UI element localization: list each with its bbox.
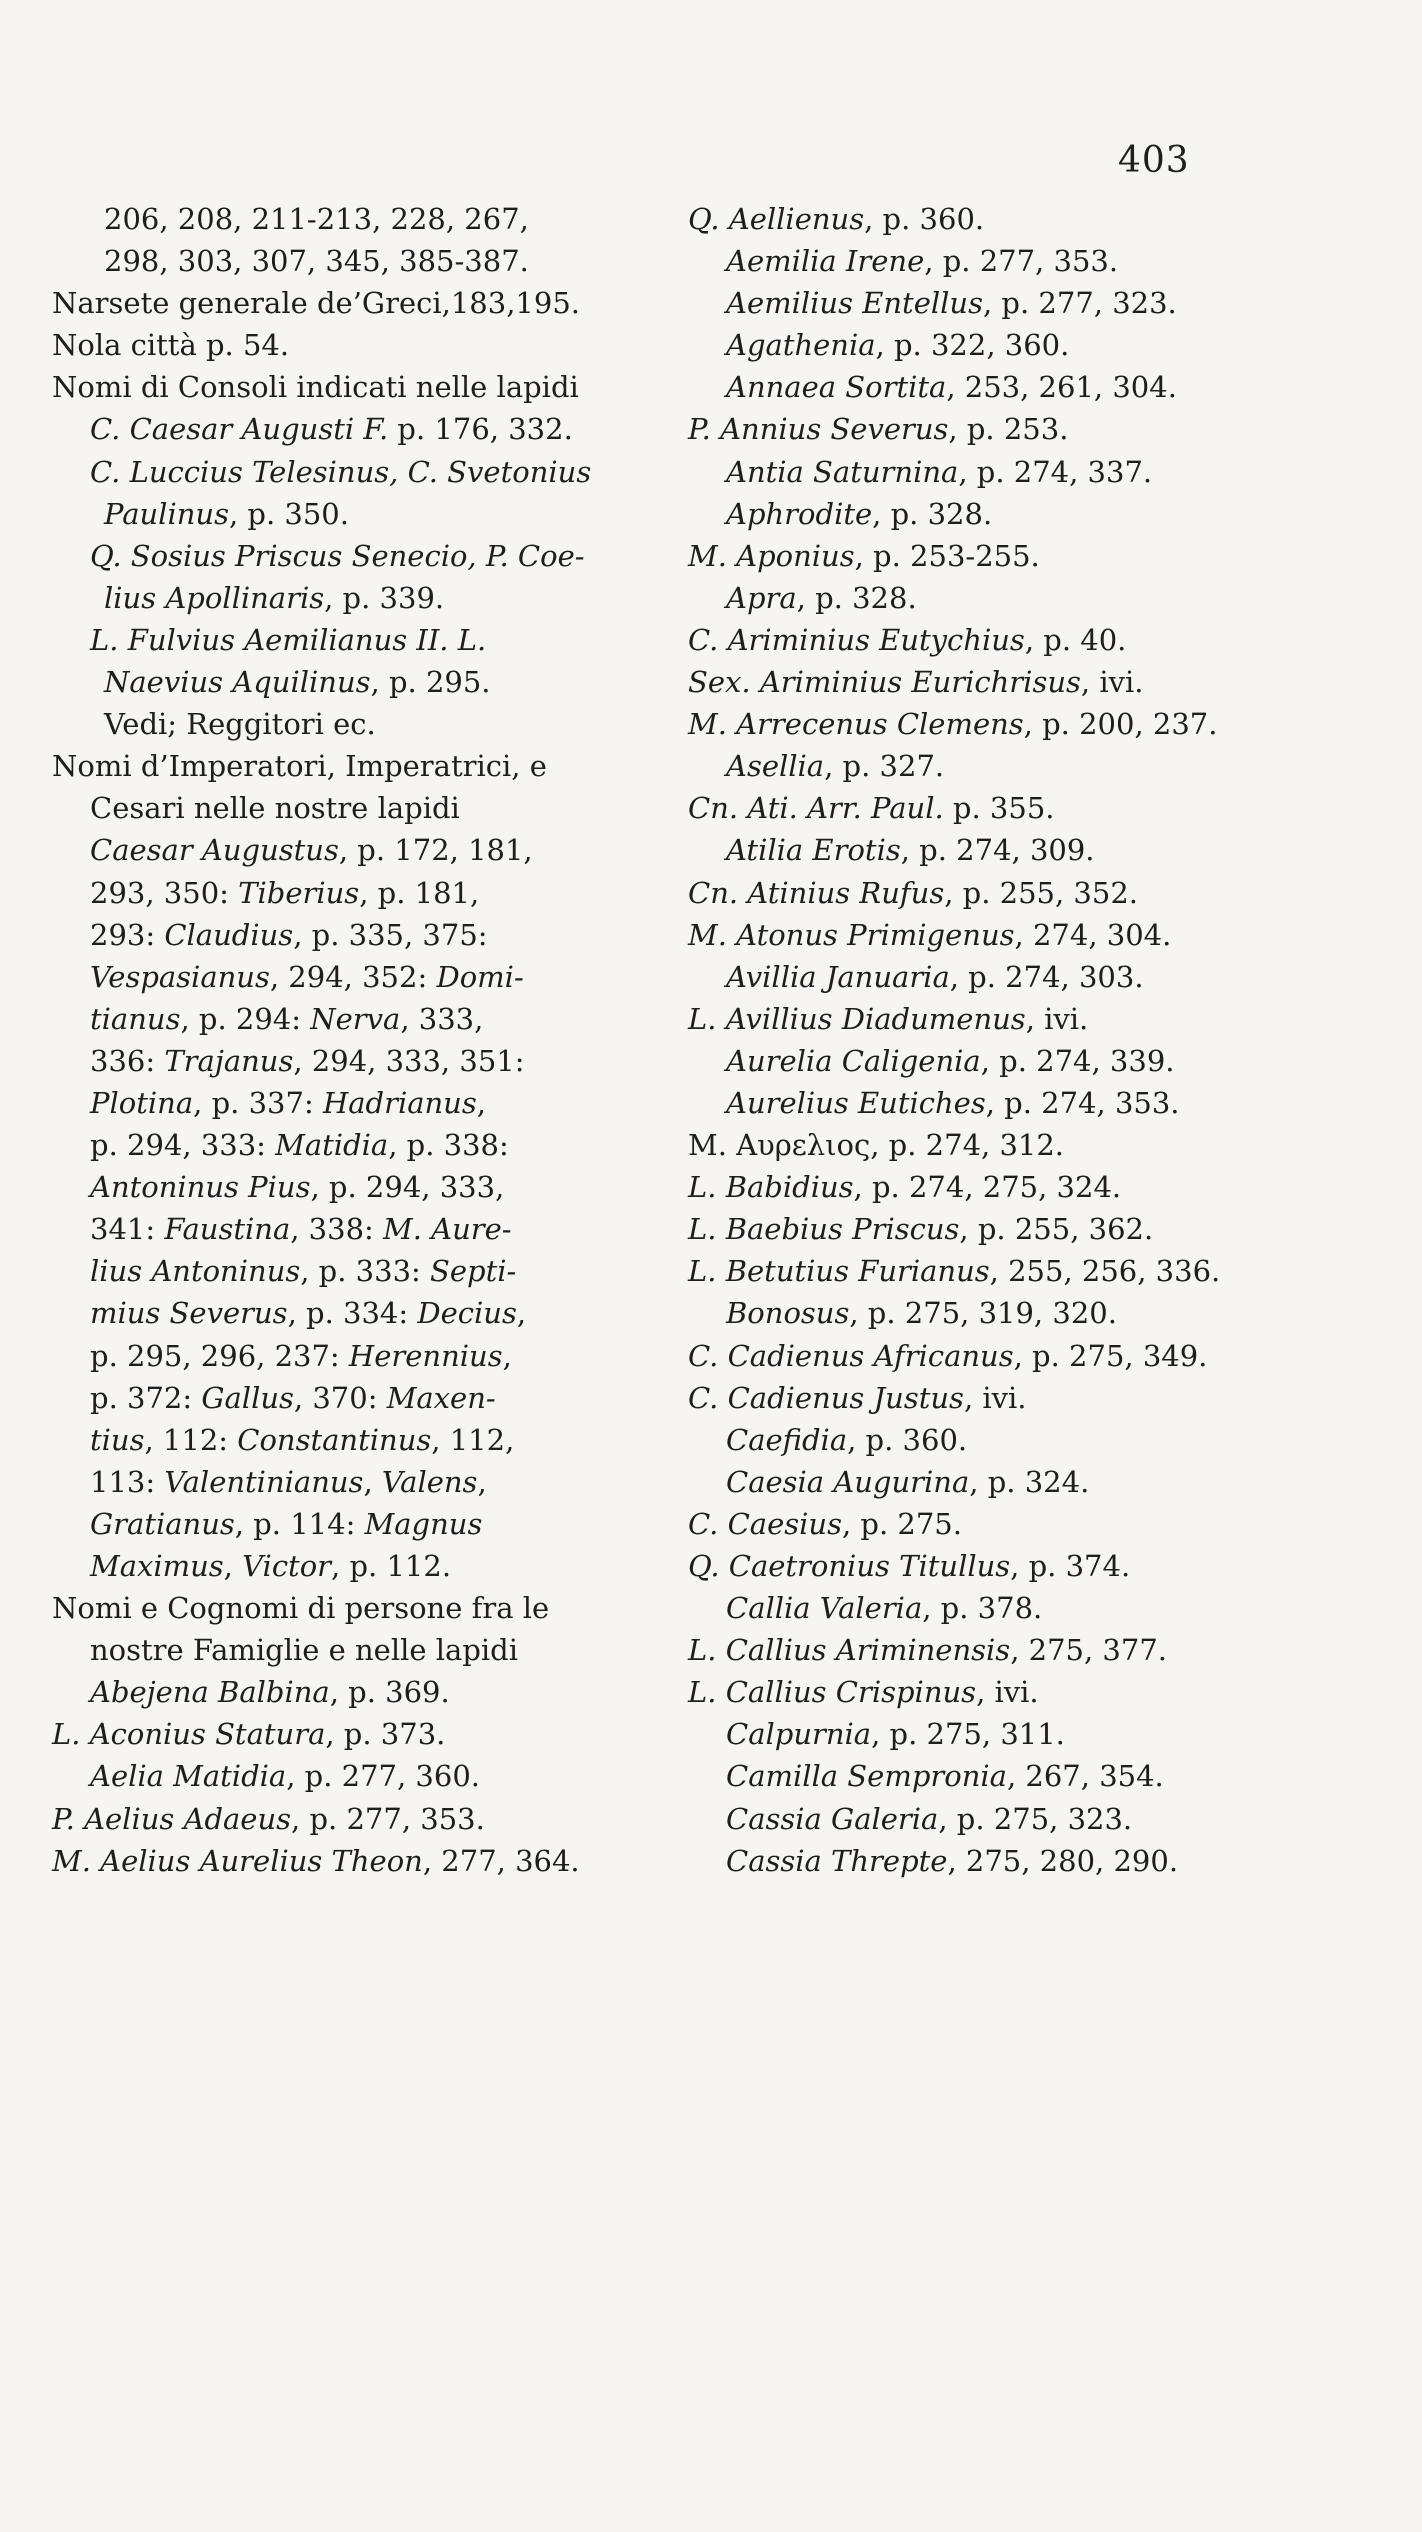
index-text: , [477, 1464, 487, 1499]
index-line [52, 324, 672, 366]
index-name-italic: C. Luccius Telesinus, C. Svetonius [90, 454, 592, 489]
index-column-right [688, 198, 1308, 1882]
index-text: , ivi. [1080, 665, 1144, 700]
index-line [52, 1461, 672, 1503]
index-text: 341: [90, 1212, 165, 1247]
index-line [688, 1166, 1308, 1208]
index-name-italic: Paulinus [104, 496, 229, 531]
index-text: , p. 253-255. [854, 538, 1040, 573]
index-line [688, 198, 1308, 240]
index-line [52, 1166, 672, 1208]
index-line [688, 493, 1308, 535]
index-name-italic: Annaea Sortita [726, 370, 947, 405]
index-name-italic: Victor [242, 1549, 332, 1583]
index-line [688, 1419, 1308, 1461]
index-line [688, 998, 1308, 1040]
index-line [688, 1840, 1308, 1882]
index-text: , p. 333: [300, 1254, 431, 1289]
index-text: , p. 114: [234, 1506, 365, 1541]
index-name-italic: Nerva [310, 1001, 401, 1036]
page-number: 403 [1118, 140, 1190, 181]
index-name-italic: C. Cadienus Justus [688, 1380, 964, 1415]
index-line [688, 1040, 1308, 1082]
index-text: , [363, 1464, 382, 1499]
index-name-italic: Vespasianus [90, 959, 270, 994]
index-text: , p. 253. [948, 412, 1069, 447]
index-line [52, 1208, 672, 1250]
index-text: , p. 275, 319, 320. [849, 1296, 1117, 1331]
index-line [688, 829, 1308, 871]
index-text: , p. 275, 323. [938, 1801, 1133, 1836]
index-name-italic: Caefidia [726, 1422, 848, 1457]
index-text: , p. 373. [325, 1717, 446, 1752]
index-text: , [476, 1085, 486, 1120]
index-text: Vedi; Reggitori ec. [104, 707, 376, 742]
index-text: p. 295, 296, 237: [90, 1338, 349, 1373]
index-line [688, 1082, 1308, 1124]
index-name-italic: Q. Caetronius Titullus [688, 1549, 1011, 1583]
index-line [52, 661, 672, 703]
index-text: , p. 255, 352. [944, 875, 1138, 910]
index-line [52, 240, 672, 282]
index-name-italic: Camilla Sempronia [726, 1759, 1007, 1794]
index-name-italic: L. Babidius [688, 1170, 854, 1205]
index-text: , 275, 377. [1010, 1633, 1167, 1668]
index-line [688, 324, 1308, 366]
index-name-italic: Abejena Balbina [90, 1675, 330, 1710]
index-text: , p. 369. [329, 1675, 450, 1710]
index-line [52, 535, 672, 577]
index-line [52, 1292, 672, 1334]
index-text: 298, 303, 307, 345, 385-387. [104, 244, 529, 279]
index-line [688, 1755, 1308, 1797]
index-text: 113: [90, 1464, 165, 1499]
index-name-italic: C. Ariminius Eutychius [688, 622, 1025, 657]
index-line [52, 829, 672, 871]
index-text: , p. 181, [359, 875, 480, 910]
index-name-italic: C. Caesius [688, 1506, 842, 1541]
index-name-italic: Caesia Augurina [726, 1464, 970, 1499]
index-text: , p. 274, 339. [980, 1043, 1175, 1078]
index-name-italic: Q. Sosius Priscus Senecio, P. Coe- [90, 538, 585, 573]
index-text: Narsete generale de’Greci,183,195. [52, 286, 580, 321]
index-name-italic: Tiberius [238, 875, 360, 910]
index-line [688, 366, 1308, 408]
index-text: , p. 360. [864, 202, 985, 236]
index-line [52, 408, 672, 450]
index-line [52, 872, 672, 914]
index-text: p. 372: [90, 1380, 202, 1415]
index-name-italic: Valens [381, 1464, 478, 1499]
index-name-italic: Claudius [164, 917, 294, 952]
index-text: , p. 334: [287, 1296, 418, 1331]
index-line [52, 366, 672, 408]
index-line [688, 1250, 1308, 1292]
index-line [52, 1124, 672, 1166]
index-name-italic: L. Aconius Statura [52, 1717, 326, 1752]
index-text: , ivi. [963, 1380, 1027, 1415]
index-text: 206, 208, 211-213, 228, 267, [104, 202, 529, 236]
index-line [52, 1629, 672, 1671]
index-name-italic: tius [90, 1422, 145, 1457]
index-name-italic: Cassia Galeria [726, 1801, 939, 1836]
index-line [52, 914, 672, 956]
index-text: , 267, 354. [1006, 1759, 1164, 1794]
index-text: , 255, 256, 336. [989, 1254, 1221, 1289]
index-text: p. 355. [943, 791, 1055, 826]
index-name-italic: L. Baebius Priscus [688, 1212, 960, 1247]
index-name-italic: Sex. Ariminius Eurichrisus [688, 665, 1081, 700]
index-text: , p. 328. [796, 580, 917, 615]
index-line [52, 198, 672, 240]
index-line [52, 745, 672, 787]
index-text: , p. 275. [841, 1506, 962, 1541]
index-name-italic: M. Aelius Aurelius Theon [52, 1843, 423, 1878]
index-text: , p. 374. [1010, 1549, 1131, 1583]
index-text: , p. 274, 353. [985, 1085, 1180, 1120]
index-name-italic: Bonosus [726, 1296, 850, 1331]
index-name-italic: Cn. Atinius Rufus [688, 875, 945, 910]
index-text: , 253, 261, 304. [946, 370, 1177, 405]
index-text: p. 176, 332. [388, 412, 573, 447]
index-text: , 294, 352: [269, 959, 437, 994]
index-name-italic: Maximus [90, 1549, 224, 1583]
index-line [52, 619, 672, 661]
index-line [688, 745, 1308, 787]
index-line [688, 535, 1308, 577]
index-line [52, 1671, 672, 1713]
index-text: nostre Famiglie e nelle lapidi [90, 1633, 519, 1668]
index-text: Nomi e Cognomi di persone fra le [52, 1591, 550, 1626]
index-line [688, 408, 1308, 450]
index-name-italic: Avillia Januaria [726, 959, 950, 994]
index-name-italic: M. Atonus Primigenus [688, 917, 1015, 952]
index-line [52, 1713, 672, 1755]
index-name-italic: Gratianus [90, 1506, 235, 1541]
index-text: Cesari nelle nostre lapidi [90, 791, 460, 826]
index-text: , p. 112. [331, 1549, 452, 1583]
index-name-italic: Cassia Threpte [726, 1843, 948, 1878]
index-name-italic: Cn. Ati. Arr. Paul. [688, 791, 944, 826]
index-name-italic: L. Callius Ariminensis [688, 1633, 1011, 1668]
index-line [688, 1671, 1308, 1713]
index-name-italic: Q. Aellienus [688, 202, 865, 236]
index-text: , ivi. [1025, 1001, 1089, 1036]
index-name-italic: Decius [417, 1296, 517, 1331]
index-name-italic: Septi- [430, 1254, 517, 1289]
index-text: , p. 172, 181, [338, 833, 533, 868]
index-text: , p. 274, 337. [958, 454, 1153, 489]
index-text: , 333, [400, 1001, 484, 1036]
index-line [52, 451, 672, 493]
index-name-italic: M. Arrecenus Clemens [688, 707, 1024, 742]
index-text: , p. 274, 303. [949, 959, 1144, 994]
index-name-italic: Gallus [201, 1380, 294, 1415]
index-name-italic: Hadrianus [322, 1085, 477, 1120]
index-text: , p. 350. [228, 496, 349, 531]
index-line [52, 493, 672, 535]
index-text: , p. 277, 353. [291, 1801, 485, 1836]
index-text: , p. 277, 353. [924, 244, 1119, 279]
index-name-italic: Apra [726, 580, 797, 615]
index-name-italic: mius Severus [90, 1296, 288, 1331]
index-name-italic: Valentinianus [164, 1464, 364, 1499]
index-line [52, 1755, 672, 1797]
index-line [688, 1124, 1308, 1166]
index-text: 293, 350: [90, 875, 239, 910]
index-text: , [516, 1296, 527, 1331]
index-text: , p. 378. [922, 1591, 1043, 1626]
index-line [52, 577, 672, 619]
index-name-italic: L. Fulvius Aemilianus II. L. [90, 622, 487, 657]
index-line [688, 451, 1308, 493]
index-text: , p. 339. [324, 580, 445, 615]
index-text: , 274, 304. [1014, 917, 1172, 952]
index-name-italic: Agathenia [726, 328, 876, 363]
index-text: , p. 275, 311. [871, 1717, 1065, 1752]
index-name-italic: Herennius [348, 1338, 503, 1373]
index-name-italic: L. Callius Crispinus [688, 1675, 977, 1710]
index-name-italic: Aemilia Irene [726, 244, 925, 279]
index-text: , 112: [144, 1422, 238, 1457]
index-text: , p. 327. [824, 749, 945, 784]
index-line [52, 1250, 672, 1292]
index-name-italic: lius Apollinaris [104, 580, 325, 615]
index-text: , 275, 280, 290. [947, 1843, 1179, 1878]
index-text: , 294, 333, 351: [293, 1043, 525, 1078]
index-text: p. 294, 333: [90, 1128, 276, 1163]
index-line [688, 1377, 1308, 1419]
index-line [688, 1208, 1308, 1250]
index-text: , p. 294, 333, [310, 1170, 505, 1205]
index-line [688, 1587, 1308, 1629]
index-text: Nola città p. 54. [52, 328, 290, 363]
index-text: , p. 40. [1024, 622, 1127, 657]
index-name-italic: Antoninus Pius [90, 1170, 311, 1205]
index-text: M. Αυρελιος, p. 274, 312. [688, 1128, 1065, 1163]
index-line [52, 1798, 672, 1840]
index-line [52, 1335, 672, 1377]
index-text: , p. 295. [370, 665, 491, 700]
index-name-italic: L. Betutius Furianus [688, 1254, 990, 1289]
index-text: , [502, 1338, 512, 1373]
index-line [52, 703, 672, 745]
index-line [688, 956, 1308, 998]
index-name-italic: Atilia Erotis [726, 833, 901, 868]
index-text: , p. 360. [847, 1422, 968, 1457]
index-line [52, 998, 672, 1040]
index-text: , p. 277, 323. [982, 286, 1177, 321]
index-name-italic: Faustina [164, 1212, 291, 1247]
index-name-italic: Magnus [364, 1506, 483, 1541]
index-name-italic: Trajanus [164, 1043, 294, 1078]
index-text: , 370: [293, 1380, 387, 1415]
index-text: , p. 322, 360. [875, 328, 1070, 363]
index-name-italic: Naevius Aquilinus [104, 665, 371, 700]
index-name-italic: Aelia Matidia [90, 1759, 287, 1794]
index-text: Nomi di Consoli indicati nelle lapidi [52, 370, 579, 405]
index-name-italic: lius Antoninus [90, 1254, 301, 1289]
index-line [52, 1040, 672, 1082]
index-text: , p. 337: [193, 1085, 323, 1120]
index-line [688, 914, 1308, 956]
index-name-italic: Aphrodite [726, 496, 873, 531]
index-line [52, 1545, 672, 1587]
index-line [688, 282, 1308, 324]
index-name-italic: Asellia [726, 749, 825, 784]
index-name-italic: Domi- [436, 959, 524, 994]
index-line [688, 872, 1308, 914]
index-line [52, 1377, 672, 1419]
index-line [52, 1082, 672, 1124]
index-text: , p. 338: [388, 1128, 509, 1163]
index-name-italic: P. Aelius Adaeus [52, 1801, 292, 1836]
index-text: , 112, [431, 1422, 515, 1457]
index-line [52, 956, 672, 998]
index-line [688, 661, 1308, 703]
index-name-italic: Caesar Augustus [90, 833, 339, 868]
index-line [688, 1798, 1308, 1840]
index-name-italic: Aurelius Eutiches [726, 1085, 986, 1120]
index-name-italic: C. Caesar Augusti F. [90, 412, 389, 447]
index-text: , 338: [290, 1212, 384, 1247]
index-column-left [52, 198, 672, 1882]
index-text: , p. 274, 275, 324. [853, 1170, 1122, 1205]
index-text: 336: [90, 1043, 165, 1078]
index-line [688, 619, 1308, 661]
index-name-italic: Calpurnia [726, 1717, 872, 1752]
index-text: , p. 255, 362. [959, 1212, 1154, 1247]
index-name-italic: Antia Saturnina [726, 454, 959, 489]
index-text: , p. 274, 309. [900, 833, 1095, 868]
index-line [52, 282, 672, 324]
index-line [52, 1419, 672, 1461]
index-text: , p. 328. [872, 496, 993, 531]
index-line [688, 240, 1308, 282]
index-name-italic: Plotina [90, 1085, 194, 1120]
index-name-italic: Constantinus [237, 1422, 432, 1457]
index-name-italic: Maxen- [386, 1380, 496, 1415]
index-line [688, 1713, 1308, 1755]
index-text: , p. 277, 360. [286, 1759, 480, 1794]
index-text: , 277, 364. [422, 1843, 580, 1878]
index-name-italic: Matidia [275, 1128, 389, 1163]
index-line [52, 1503, 672, 1545]
index-name-italic: M. Aponius [688, 538, 855, 573]
index-text: , ivi. [976, 1675, 1039, 1710]
index-text: , [223, 1549, 243, 1583]
index-line [688, 1461, 1308, 1503]
index-line [688, 1335, 1308, 1377]
index-text: , p. 324. [969, 1464, 1090, 1499]
index-text: 293: [90, 917, 165, 952]
index-text: Nomi d’Imperatori, Imperatrici, e [52, 749, 547, 784]
index-name-italic: Aemilius Entellus [726, 286, 983, 321]
index-line [52, 1840, 672, 1882]
index-text: , p. 294: [180, 1001, 311, 1036]
index-line [688, 787, 1308, 829]
index-text: , p. 335, 375: [293, 917, 488, 952]
index-name-italic: M. Aure- [383, 1212, 512, 1247]
index-name-italic: Callia Valeria [726, 1591, 923, 1626]
index-name-italic: tianus [90, 1001, 181, 1036]
index-line [688, 1292, 1308, 1334]
index-line [688, 1545, 1308, 1587]
index-name-italic: L. Avillius Diadumenus [688, 1001, 1026, 1036]
index-text: , p. 200, 237. [1023, 707, 1218, 742]
index-line [688, 1503, 1308, 1545]
index-line [688, 703, 1308, 745]
index-line [688, 577, 1308, 619]
index-line [52, 787, 672, 829]
index-name-italic: Aurelia Caligenia [726, 1043, 981, 1078]
index-name-italic: C. Cadienus Africanus [688, 1338, 1014, 1373]
index-line [688, 1629, 1308, 1671]
index-line [52, 1587, 672, 1629]
index-text: , p. 275, 349. [1013, 1338, 1208, 1373]
index-name-italic: P. Annius Severus [688, 412, 949, 447]
